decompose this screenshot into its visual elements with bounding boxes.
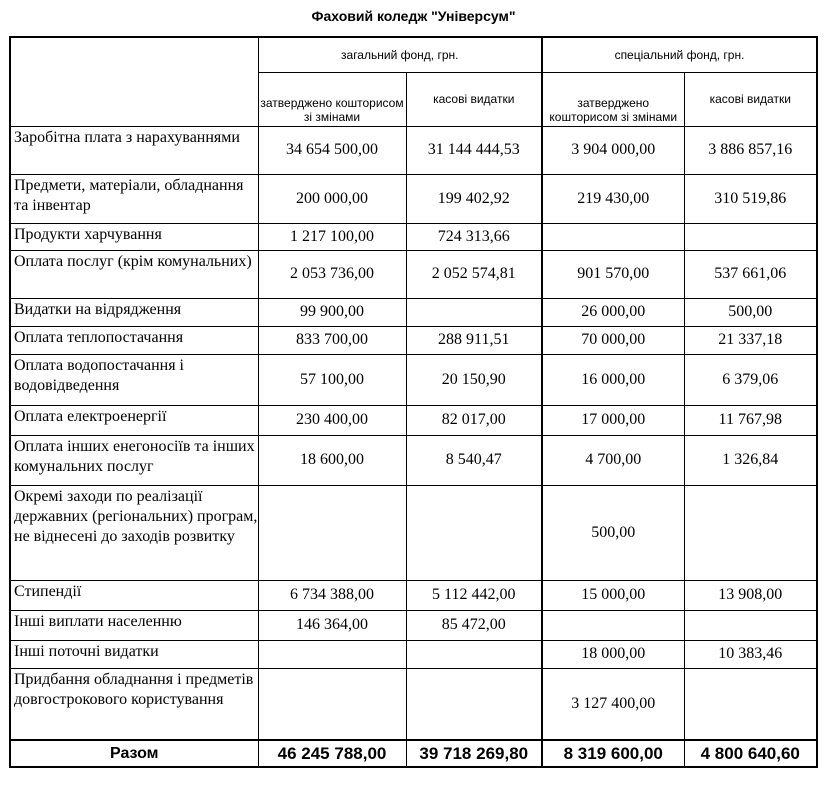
cell-special-cash: [684, 668, 817, 740]
cell-special-approved: [542, 610, 684, 640]
table-row: [10, 640, 817, 668]
row-label: Інші поточні видатки: [10, 640, 258, 668]
total-special-approved: 8 319 600,00: [542, 740, 684, 767]
row-label: Оплата електроенергії: [10, 405, 258, 435]
header-general-cash: касові видатки: [406, 72, 542, 126]
cell-general-approved: 200 000,00: [258, 174, 406, 223]
cell-general-cash: [406, 668, 542, 740]
document-title: Фаховий коледж "Універсум": [311, 8, 516, 24]
cell-special-cash: [684, 485, 817, 580]
cell-general-approved: 2 053 736,00: [258, 250, 406, 298]
table-row: [10, 485, 817, 580]
cell-special-cash: 10 383,46: [684, 640, 817, 668]
cell-general-cash: 5 112 442,00: [406, 580, 542, 610]
row-label: Стипендії: [10, 580, 258, 610]
cell-general-cash: [406, 485, 542, 580]
cell-special-approved: 219 430,00: [542, 174, 684, 223]
cell-special-approved: 3 127 400,00: [542, 668, 684, 740]
cell-special-approved: 18 000,00: [542, 640, 684, 668]
cell-general-approved: [258, 485, 406, 580]
cell-special-approved: 4 700,00: [542, 435, 684, 485]
row-label: Продукти харчування: [10, 223, 258, 250]
cell-general-approved: 1 217 100,00: [258, 223, 406, 250]
cell-general-cash: [406, 298, 542, 326]
cell-general-approved: [258, 640, 406, 668]
header-special-fund: спеціальний фонд, грн.: [542, 37, 817, 72]
table-row: [10, 223, 817, 250]
cell-general-cash: 85 472,00: [406, 610, 542, 640]
table-row: [10, 610, 817, 640]
table-row: [10, 298, 817, 326]
cell-special-approved: 3 904 000,00: [542, 126, 684, 174]
table-row: [10, 405, 817, 435]
cell-general-cash: [406, 640, 542, 668]
row-label: Видатки на відрядження: [10, 298, 258, 326]
cell-special-cash: 6 379,06: [684, 354, 817, 405]
row-label: Заробітна плата з нарахуваннями: [10, 126, 258, 174]
table-row: [10, 354, 817, 405]
cell-special-cash: 3 886 857,16: [684, 126, 817, 174]
header-general-fund: загальний фонд, грн.: [258, 37, 542, 72]
row-label: Окремі заходи по реалізації державних (регіональних) програм, не віднесені до заходів розвитку: [10, 485, 258, 580]
table-row: [10, 250, 817, 298]
total-general-cash: 39 718 269,80: [406, 740, 542, 767]
header-special-cash: касові видатки: [684, 72, 817, 126]
cell-general-cash: 31 144 444,53: [406, 126, 542, 174]
cell-special-approved: 15 000,00: [542, 580, 684, 610]
cell-general-cash: 20 150,90: [406, 354, 542, 405]
cell-special-approved: [542, 223, 684, 250]
table-row: [10, 174, 817, 223]
header-general-approved: затверджено кошторисом зі змінами: [258, 72, 406, 126]
total-general-approved: 46 245 788,00: [258, 740, 406, 767]
cell-general-approved: 230 400,00: [258, 405, 406, 435]
total-special-cash: 4 800 640,60: [684, 740, 817, 767]
row-label: Оплата теплопостачання: [10, 326, 258, 354]
cell-general-cash: 2 052 574,81: [406, 250, 542, 298]
cell-general-cash: 724 313,66: [406, 223, 542, 250]
cell-special-cash: 21 337,18: [684, 326, 817, 354]
cell-special-cash: 500,00: [684, 298, 817, 326]
cell-special-cash: [684, 610, 817, 640]
cell-special-approved: 70 000,00: [542, 326, 684, 354]
header-special-approved: затверджено кошторисом зі змінами: [542, 72, 684, 126]
cell-special-cash: 11 767,98: [684, 405, 817, 435]
total-row: [10, 740, 817, 767]
total-label: Разом: [10, 740, 258, 767]
cell-special-cash: 310 519,86: [684, 174, 817, 223]
table-row: [10, 126, 817, 174]
header-row-funds: [10, 37, 817, 72]
cell-general-approved: 34 654 500,00: [258, 126, 406, 174]
row-label: Придбання обладнання і предметів довгострокового користування: [10, 668, 258, 740]
cell-special-approved: 17 000,00: [542, 405, 684, 435]
cell-general-approved: 57 100,00: [258, 354, 406, 405]
row-label: Оплата водопостачання і водовідведення: [10, 354, 258, 405]
row-label: Оплата інших енегоносіїв та інших комунальних послуг: [10, 435, 258, 485]
cell-general-cash: 199 402,92: [406, 174, 542, 223]
cell-general-approved: 18 600,00: [258, 435, 406, 485]
cell-special-approved: 901 570,00: [542, 250, 684, 298]
header-empty-cell: [10, 37, 258, 126]
table-row: [10, 435, 817, 485]
cell-general-cash: 288 911,51: [406, 326, 542, 354]
cell-special-approved: 16 000,00: [542, 354, 684, 405]
cell-general-approved: 833 700,00: [258, 326, 406, 354]
cell-special-approved: 26 000,00: [542, 298, 684, 326]
row-label: Предмети, матеріали, обладнання та інвентар: [10, 174, 258, 223]
cell-special-cash: [684, 223, 817, 250]
cell-special-cash: 537 661,06: [684, 250, 817, 298]
cell-general-approved: 146 364,00: [258, 610, 406, 640]
cell-general-approved: 99 900,00: [258, 298, 406, 326]
cell-general-approved: [258, 668, 406, 740]
table-row: [10, 326, 817, 354]
cell-general-cash: 8 540,47: [406, 435, 542, 485]
cell-special-approved: 500,00: [542, 485, 684, 580]
cell-general-approved: 6 734 388,00: [258, 580, 406, 610]
row-label: Інші виплати населенню: [10, 610, 258, 640]
row-label: Оплата послуг (крім комунальних): [10, 250, 258, 298]
cell-general-cash: 82 017,00: [406, 405, 542, 435]
table-row: [10, 668, 817, 740]
budget-table: [9, 36, 818, 768]
cell-special-cash: 1 326,84: [684, 435, 817, 485]
cell-special-cash: 13 908,00: [684, 580, 817, 610]
table-row: [10, 580, 817, 610]
